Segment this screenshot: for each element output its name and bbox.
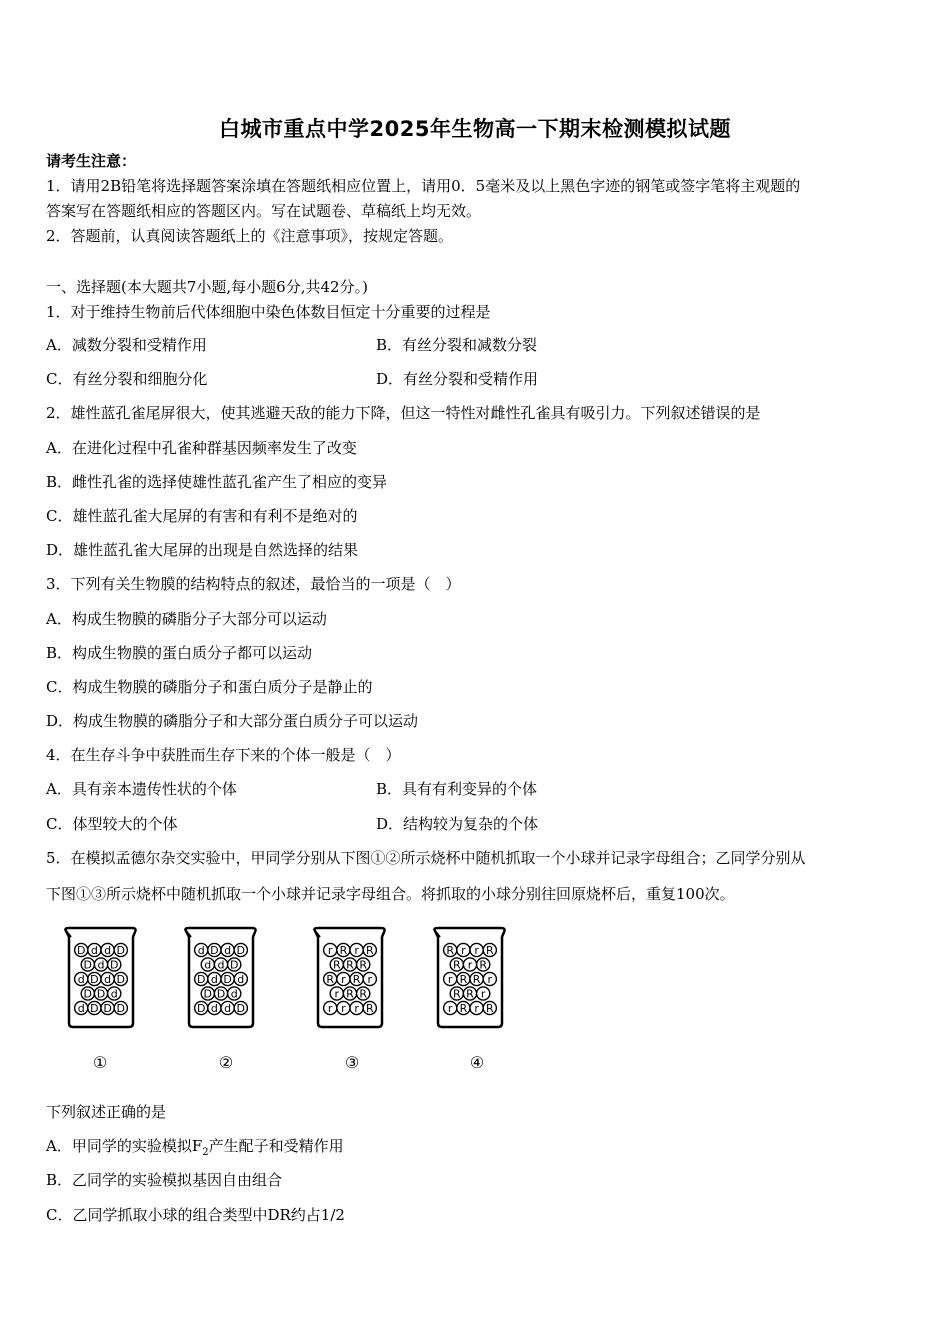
q5-after-figure: 下列叙述正确的是 <box>46 1103 167 1121</box>
ball-letter: r <box>474 1002 479 1015</box>
ball-letter: d <box>210 973 218 986</box>
q5-option-a-post: 产生配子和受精作用 <box>208 1137 344 1155</box>
ball-letter: D <box>83 958 93 972</box>
q5-option-a-sub: 2 <box>202 1147 209 1158</box>
ball-letter: r <box>327 944 333 957</box>
ball-letter: d <box>217 958 225 972</box>
ball-letter: D <box>116 973 126 986</box>
ball-letter: d <box>237 973 245 986</box>
q4-stem: 4．在生存斗争中获胜而生存下来的个体一般是（ ） <box>46 746 401 764</box>
ball-letter: d <box>97 958 105 972</box>
ball-letter: d <box>224 1002 232 1015</box>
q5-option-a-pre: A．甲同学的实验模拟F <box>46 1137 203 1155</box>
ball-letter: r <box>461 944 466 957</box>
ball-letter: D <box>76 944 86 957</box>
section-heading: 一、选择题(本大题共7小题,每小题6分,共42分。) <box>46 278 368 296</box>
ball-letter: R <box>466 987 474 1001</box>
ball-letter: d <box>104 973 112 986</box>
ball-letter: R <box>346 958 354 972</box>
ball-letter: D <box>236 1002 246 1015</box>
q3-option-b: B．构成生物膜的蛋白质分子都可以运动 <box>46 644 313 662</box>
ball-letter: R <box>346 987 354 1001</box>
q2-option-d: D．雄性蓝孔雀大尾屏的出现是自然选择的结果 <box>46 541 359 559</box>
ball-letter: R <box>365 1002 374 1015</box>
ball-letter: D <box>196 1002 206 1015</box>
ball-letter: d <box>197 944 205 957</box>
ball-letter: D <box>216 987 226 1001</box>
notice-heading: 请考生注意： <box>46 152 137 170</box>
ball-letter: R <box>339 944 348 957</box>
beaker-3 <box>309 925 389 1030</box>
q4-option-a: A．具有亲本遗传性状的个体 <box>46 780 237 798</box>
ball-letter: R <box>365 944 374 957</box>
q2-option-c: C．雄性蓝孔雀大尾屏的有害和有利不是绝对的 <box>46 507 358 525</box>
notice-item1-line2: 答案写在答题纸相应的答题区内。写在试题卷、草稿纸上均无效。 <box>46 202 482 220</box>
ball-letter: D <box>83 987 93 1001</box>
beaker-label-4: ④ <box>469 1053 485 1072</box>
ball-letter: R <box>352 973 361 986</box>
ball-letter: R <box>332 958 341 972</box>
beaker-label-3: ③ <box>344 1053 360 1072</box>
ball-letter: D <box>90 973 99 986</box>
ball-letter: D <box>90 1002 99 1015</box>
notice-item2: 2．答题前，认真阅读答题纸上的《注意事项》，按规定答题。 <box>46 227 454 245</box>
ball-letter: D <box>210 944 219 957</box>
ball-letter: D <box>236 944 246 957</box>
q4-option-b: B．具有有利变异的个体 <box>376 780 538 798</box>
q1-option-b: B．有丝分裂和减数分裂 <box>376 336 538 354</box>
beaker-4 <box>429 925 509 1030</box>
q3-option-a: A．构成生物膜的磷脂分子大部分可以运动 <box>46 610 327 628</box>
ball-letter: D <box>96 987 106 1001</box>
ball-letter: R <box>359 987 368 1001</box>
ball-letter: R <box>446 944 455 957</box>
ball-letter: d <box>224 944 232 957</box>
ball-letter: r <box>334 987 340 1001</box>
q2-option-b: B．雌性孔雀的选择使雄性蓝孔雀产生了相应的变异 <box>46 473 388 491</box>
ball-letter: D <box>196 973 206 986</box>
ball-letter: d <box>104 944 112 957</box>
q1-option-d: D．有丝分裂和受精作用 <box>376 370 539 388</box>
ball-letter: R <box>485 944 494 957</box>
ball-letter: D <box>229 958 239 972</box>
q1-stem: 1．对于维持生物前后代体细胞中染色体数目恒定十分重要的过程是 <box>46 303 491 321</box>
ball-letter: R <box>452 987 461 1001</box>
ball-letter: r <box>480 987 486 1001</box>
ball-letter: D <box>223 973 232 986</box>
beaker-2 <box>180 925 260 1030</box>
q4-option-c: C．体型较大的个体 <box>46 815 178 833</box>
q2-stem: 2．雄性蓝孔雀尾屏很大，使其逃避天敌的能力下降，但这一特性对雌性孔雀具有吸引力。下列叙述错误的是 <box>46 404 761 422</box>
ball-letter: r <box>354 944 359 957</box>
beaker-1 <box>60 925 140 1030</box>
ball-letter: r <box>467 958 473 972</box>
notice-item1-line1: 1．请用2B铅笔将选择题答案涂填在答题纸相应位置上，请用0．5毫米及以上黑色字迹的钢笔或签字笔将主观题的 <box>46 177 801 195</box>
beaker-label-1: ① <box>92 1053 108 1072</box>
ball-letter: D <box>109 958 119 972</box>
ball-letter: d <box>204 958 212 972</box>
q2-option-a: A．在进化过程中孔雀种群基因频率发生了改变 <box>46 439 357 457</box>
page-title: 白城市重点中学2025年生物高一下期末检测模拟试题 <box>219 117 731 141</box>
ball-letter: R <box>452 958 461 972</box>
ball-letter: R <box>472 973 481 986</box>
ball-letter: D <box>203 987 213 1001</box>
ball-letter: d <box>210 1002 218 1015</box>
beaker-label-2: ② <box>218 1053 234 1072</box>
q5-option-b: B．乙同学的实验模拟基因自由组合 <box>46 1171 283 1189</box>
ball-letter: R <box>479 958 488 972</box>
ball-letter: r <box>341 1002 346 1015</box>
ball-letter: r <box>327 1002 333 1015</box>
ball-letter: d <box>90 944 98 957</box>
q5-stem-line2: 下图①③所示烧杯中随机抓取一个小球并记录字母组合。将抓取的小球分别往回原烧杯后，重复100次。 <box>46 885 735 903</box>
q1-option-c: C．有丝分裂和细胞分化 <box>46 370 208 388</box>
ball-letter: r <box>447 973 453 986</box>
ball-letter: r <box>474 944 479 957</box>
ball-letter: d <box>77 1002 85 1015</box>
ball-letter: R <box>485 1002 494 1015</box>
q5-option-a <box>46 1136 344 1163</box>
ball-letter: d <box>77 973 85 986</box>
ball-letter: R <box>359 958 368 972</box>
beaker-figure <box>60 925 530 1075</box>
ball-letter: d <box>230 987 238 1001</box>
ball-letter: D <box>116 1002 126 1015</box>
ball-letter: R <box>459 973 468 986</box>
q5-option-c: C．乙同学抓取小球的组合类型中DR约占1/2 <box>46 1206 345 1224</box>
ball-letter: r <box>487 973 493 986</box>
q5-stem-line1: 5．在模拟孟德尔杂交实验中，甲同学分别从下图①②所示烧杯中随机抓取一个小球并记录字母组合；乙同学分别从 <box>46 849 806 867</box>
q1-option-a: A．减数分裂和受精作用 <box>46 336 207 354</box>
q3-option-d: D．构成生物膜的磷脂分子和大部分蛋白质分子可以运动 <box>46 712 419 730</box>
ball-letter: r <box>367 973 373 986</box>
q4-option-d: D．结构较为复杂的个体 <box>376 815 539 833</box>
ball-letter: r <box>447 1002 453 1015</box>
q3-option-c: C．构成生物膜的磷脂分子和蛋白质分子是静止的 <box>46 678 373 696</box>
ball-letter: D <box>116 944 126 957</box>
ball-letter: R <box>326 973 335 986</box>
ball-letter: R <box>459 1002 468 1015</box>
q3-stem: 3．下列有关生物膜的结构特点的叙述，最恰当的一项是（ ） <box>46 575 461 593</box>
ball-letter: D <box>103 1002 112 1015</box>
ball-letter: r <box>341 973 346 986</box>
ball-letter: r <box>354 1002 359 1015</box>
ball-letter: d <box>110 987 118 1001</box>
